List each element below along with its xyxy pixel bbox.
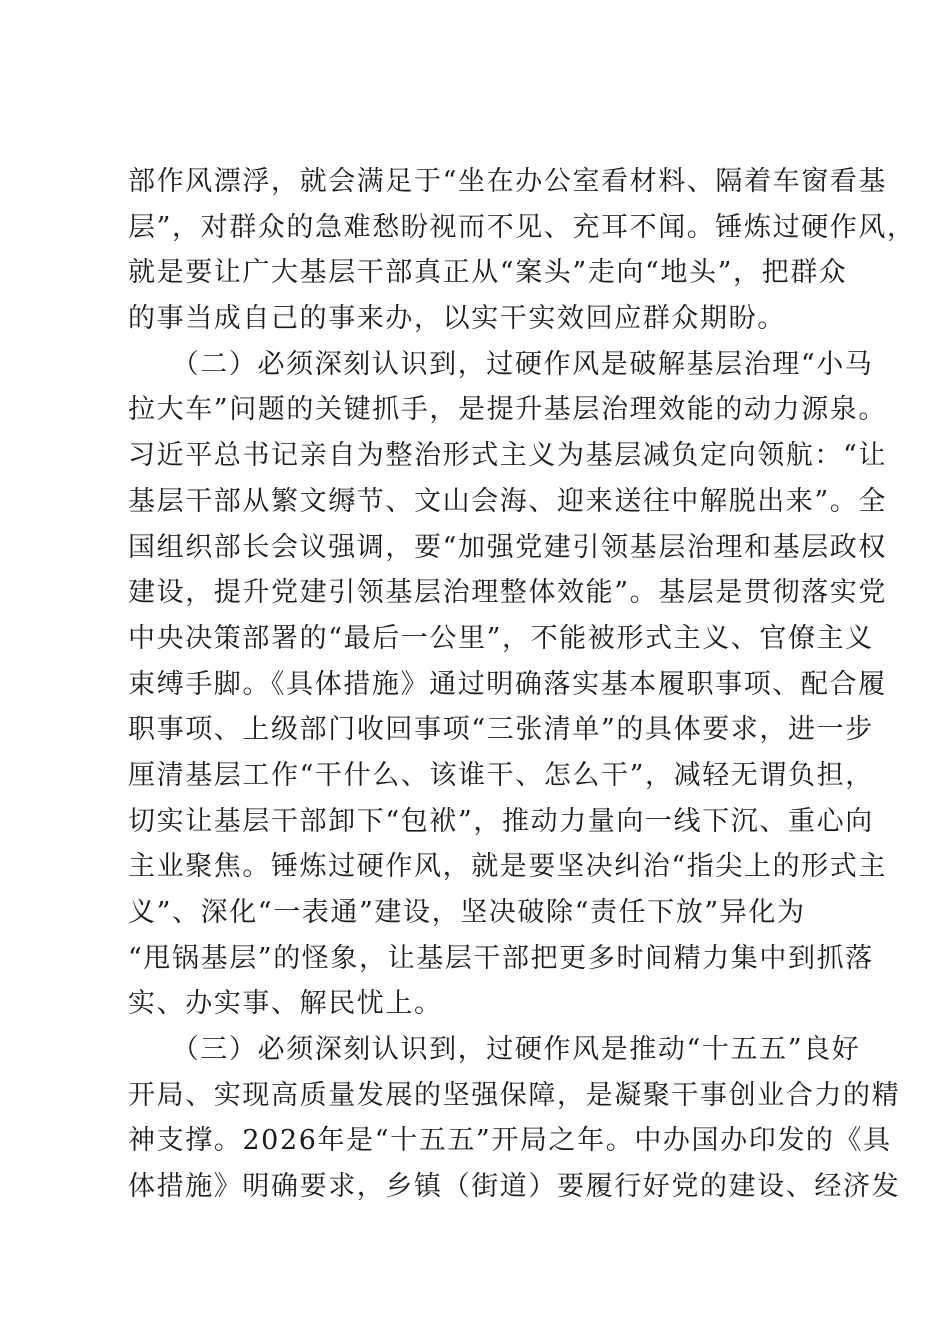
text-line: 切实让基层干部卸下“包袱”，推动力量向一线下沉、重心向 <box>128 805 874 837</box>
text-line: 厘清基层工作“干什么、该谁干、怎么干”，减轻无谓负担， <box>128 759 874 791</box>
text-line: “甩锅基层”的怪象，让基层干部把更多时间精力集中到抓落 <box>128 942 874 974</box>
body-text <box>128 159 916 1210</box>
text-line: 层”，对群众的急难愁盼视而不见、充耳不闻。锤炼过硬作风， <box>128 211 916 243</box>
text-line: 拉大车”问题的关键抓手，是提升基层治理效能的动力源泉。 <box>128 394 888 426</box>
text-line: 部作风漂浮，就会满足于“坐在办公室看材料、隔着车窗看基 <box>128 166 888 197</box>
text-line: （三）必须深刻认识到，过硬作风是推动“十五五”良好 <box>128 1034 861 1066</box>
text-line: 中央决策部署的“最后一公里”，不能被形式主义、官僚主义 <box>128 622 874 654</box>
text-line: 职事项、上级部门收回事项“三张清单”的具体要求，进一步 <box>128 714 874 746</box>
text-line: 束缚手脚。《具体措施》通过明确落实基本履职事项、配合履 <box>128 668 887 700</box>
text-line: 实、办实事、解民忧上。 <box>128 988 443 1020</box>
text-line: 体措施》明确要求，乡镇（街道）要履行好党的建设、经济发 <box>128 1171 901 1203</box>
text-line: 基层干部从繁文缛节、文山会海、迎来送往中解脱出来”。全 <box>128 485 888 517</box>
text-line: 的事当成自己的事来办，以实干实效回应群众期盼。 <box>128 303 786 335</box>
text-line: （二）必须深刻认识到，过硬作风是破解基层治理“小马 <box>128 348 874 380</box>
text-line: 习近平总书记亲自为整治形式主义为基层减负定向领航：“让 <box>128 440 888 472</box>
text-line: 就是要让广大基层干部真正从“案头”走向“地头”，把群众 <box>128 257 848 289</box>
text-line: 开局、实现高质量发展的坚强保障，是凝聚干事创业合力的精 <box>128 1079 901 1111</box>
text-line: 建设，提升党建引领基层治理整体效能”。基层是贯彻落实党 <box>128 577 888 609</box>
text-line: 义”、深化“一表通”建设，坚决破除“责任下放”异化为 <box>128 897 806 928</box>
text-line: 主业聚焦。锤炼过硬作风，就是要坚决纠治“指尖上的形式主 <box>128 851 888 883</box>
text-line: 国组织部长会议强调，要“加强党建引领基层治理和基层政权 <box>128 531 888 563</box>
text-line: 神支撑。2026年是“十五五”开局之年。中办国办印发的《具 <box>128 1125 892 1157</box>
